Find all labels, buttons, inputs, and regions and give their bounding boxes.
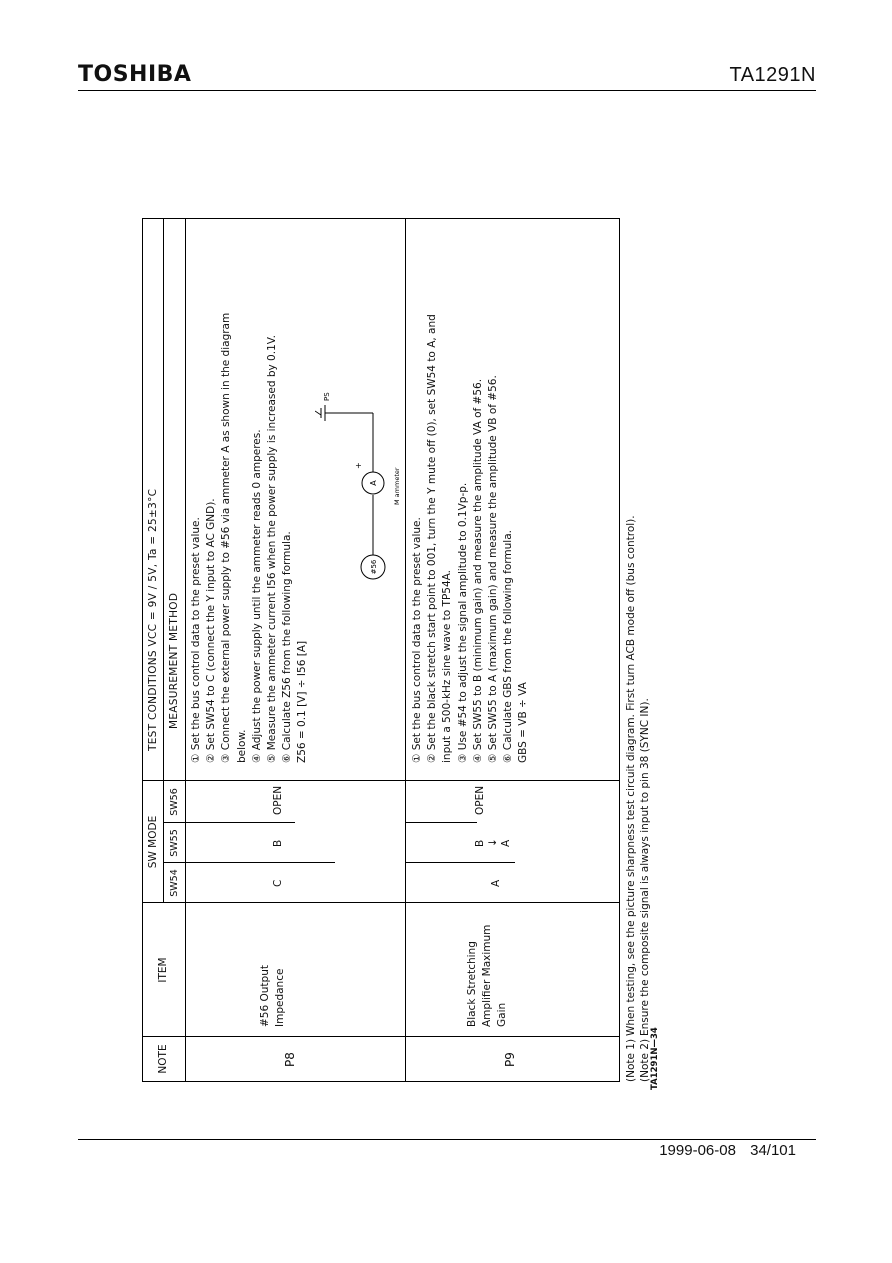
col-note: NOTE: [157, 1044, 169, 1074]
header-line: [185, 219, 186, 1081]
note-2: (Note 2)Ensure the composite signal is always input to pin 38 (SYNC IN).: [639, 698, 651, 1082]
step: ② Set the black stretch start point to 001, turn the Y mute off (0), set SW54 to A, and: [426, 314, 439, 763]
footer-rule: [78, 1139, 816, 1140]
note-p8: P8: [283, 1052, 297, 1067]
col-sw56: SW56: [169, 788, 180, 816]
sw-col-line: [405, 822, 477, 823]
col-sw-mode: SW MODE: [147, 815, 159, 869]
plus-sign: +: [354, 462, 363, 469]
rotated-page: [140, 215, 665, 1090]
sw-col-line: [405, 862, 515, 863]
sw56-p8: OPEN: [272, 785, 284, 815]
step: ① Set the bus control data to the preset value.: [190, 517, 202, 763]
supply-label: PS: [323, 392, 331, 401]
note-p9: P9: [503, 1052, 517, 1067]
col-method: MEASUREMENT METHOD: [168, 592, 180, 729]
sw-col-line: [185, 862, 335, 863]
step: ⑥ Calculate GBS from the following formula.: [502, 530, 515, 763]
footer-date: 1999-06-08: [659, 1142, 736, 1159]
item-p8-line2: Impedance: [274, 968, 286, 1027]
step: ⑤ Set SW55 to A (maximum gain) and measure the amplitude VB of #56.: [487, 375, 500, 763]
step: ③ Use #54 to adjust the signal amplitude to 0.1Vp-p.: [456, 482, 469, 763]
condition-line: [163, 219, 164, 781]
item-p9-line1: Black Stretching: [466, 941, 478, 1027]
item-p8-line1: #56 Output: [259, 965, 271, 1027]
sw55-p9-arrow: ↓: [487, 838, 499, 847]
test-table: [142, 218, 620, 1082]
step: ⑥ Calculate Z56 from the following formula.: [281, 531, 294, 763]
method-p9: [410, 314, 532, 763]
note-1: (Note 1)When testing, see the picture sharpness test circuit diagram. First turn ACB mode off (bus control).: [625, 515, 637, 1082]
part-number: TA1291N: [729, 64, 816, 86]
item-p9-line3: Gain: [496, 1002, 508, 1027]
step: ① Set the bus control data to the preset value.: [411, 517, 423, 763]
page-id: TA1291N—34: [650, 1027, 660, 1090]
step: below.: [235, 729, 248, 763]
step: GBS = VB ÷ VA: [517, 682, 530, 763]
sw55-p9-a: B: [474, 839, 486, 847]
header-rule: [78, 90, 816, 91]
footer: [659, 1142, 796, 1159]
step: ② Set SW54 to C (connect the Y input to AC GND).: [205, 498, 218, 763]
step: ⑤ Measure the ammeter current I56 when the power supply is increased by 0.1V.: [266, 335, 279, 763]
meter-label: A: [369, 480, 378, 486]
swmode-line: [163, 781, 164, 903]
step: ④ Adjust the power supply until the ammeter reads 0 amperes.: [250, 429, 263, 763]
sw54-p9: A: [490, 879, 502, 887]
step: input a 500-kHz sine wave to TP54A.: [441, 570, 454, 763]
step: Z56 = 0.1 [V] ÷ I56 [A]: [296, 640, 309, 763]
node-56: #56: [370, 559, 378, 575]
col-sw55: SW55: [169, 829, 180, 857]
notes: [624, 515, 652, 1082]
sw55-p8: B: [272, 839, 284, 847]
sw56-p9: OPEN: [474, 785, 486, 815]
sw54-p8: C: [272, 879, 284, 887]
footer-page: 34/101: [750, 1142, 796, 1159]
test-conditions: TEST CONDITIONS VCC = 9V / 5V, Ta = 25±3°C: [147, 488, 159, 751]
item-p9-line2: Amplifier Maximum: [481, 924, 493, 1027]
col-line: [143, 902, 619, 903]
sw-col-line: [185, 822, 295, 823]
sw55-p9-b: A: [500, 839, 512, 847]
meter-caption: M ammeter: [393, 467, 401, 505]
col-item: ITEM: [157, 957, 169, 983]
col-line: [143, 1036, 619, 1037]
step: ③ Connect the external power supply to #56 via ammeter A as shown in the diagram: [220, 312, 233, 763]
col-sw54: SW54: [169, 869, 180, 897]
method-p8: [189, 313, 311, 763]
step: ④ Set SW55 to B (minimum gain) and measure the amplitude VA of #56.: [471, 378, 484, 763]
brand-logo: TOSHIBA: [78, 62, 192, 87]
col-line: [143, 780, 619, 781]
